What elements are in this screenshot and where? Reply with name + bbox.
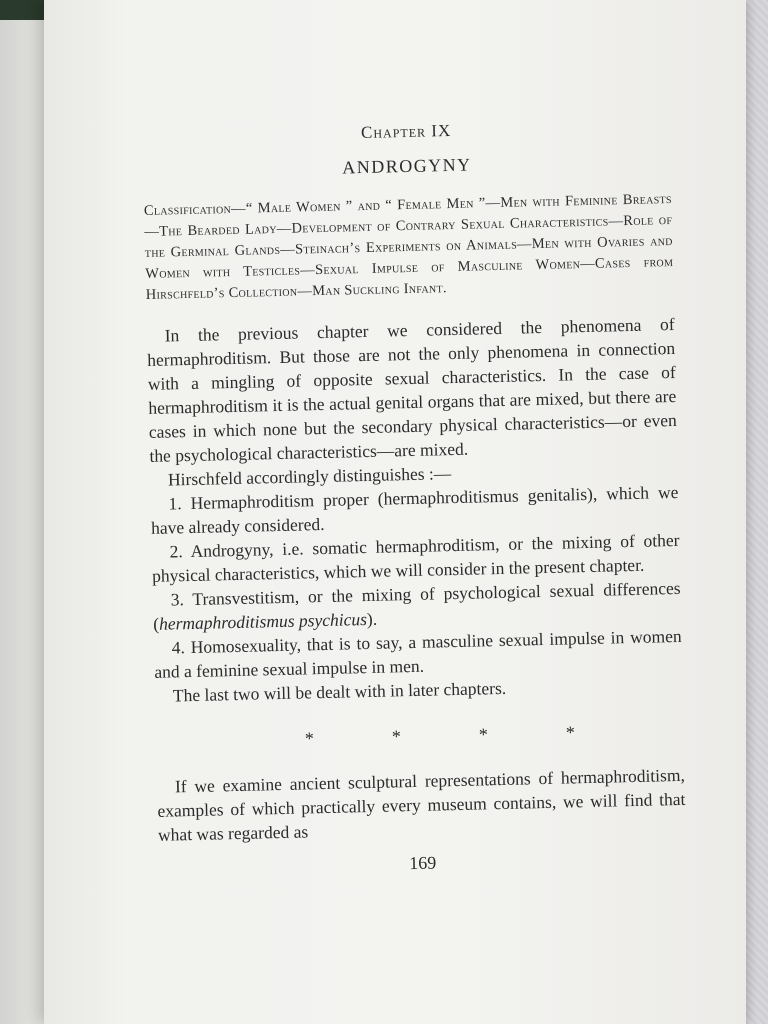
chapter-title: ANDROGYNY [341,154,472,178]
chapter-heading: Chapter IX [360,120,452,143]
list-item-1: 1. Hermaphroditism proper (hermaphroditismus genitalis), which we have already considered. [150,481,679,538]
separator-star: * [478,724,489,745]
paragraph-sculptural: If we examine ancient sculptural representations of hermaphroditism, examples of which practically every museum contains, we will find that what was regarded as [157,764,686,845]
page-content [142,116,687,880]
book-page [44,0,746,1024]
list-item-4: 4. Homosexuality, that is to say, a masculine sexual impulse in women and a feminine sexual impulse in men. [154,625,682,682]
paragraph-intro: In the previous chapter we considered the phenomena of hermaphroditism. But those are not the only phenomena in connection with a mingling of opposite sexual characteristics. In the case of hermaphroditism it is the actual genital organs that are mixed, but there are cases in which none but the secondary physical characteristics—or even the psychological characteristics—are mixed. [147,313,677,466]
list-item-3-end: ). [366,608,378,630]
page-number: 169 [409,852,437,874]
chapter-synopsis: Classification—“ Male Women ” and “ Female Men ”—Men with Feminine Breasts—The Bearded Lady—Development of Contrary Sexual Characteristics—Role of the Germinal Glands—Steinach’s Experiments on Animals—Men with Ovaries and Women with Testicles—Sexual Impulse of Masculine Women—Cases from Hirschfeld’s Collection—Man Suckling Infant. [143,191,674,303]
paragraph-distinguishes: Hirschfeld accordingly distinguishes :— [167,463,452,490]
paragraph-later-chapters: The last two will be dealt with in later chapters. [172,677,507,706]
list-item-3-italic: hermaphroditismus psychicus [158,609,368,634]
list-item-3-start: 3. Transvestitism, or the mixing of psychological sexual differences ( [153,577,681,634]
section-separator [156,720,684,753]
body-text [146,312,686,847]
separator-star: * [304,728,315,749]
list-item-2: 2. Androgyny, i.e. somatic hermaphroditism, or the mixing of other physical characteristics, which we will consider in the present chapter. [151,529,680,586]
separator-star: * [391,726,402,747]
separator-star: * [565,722,576,743]
